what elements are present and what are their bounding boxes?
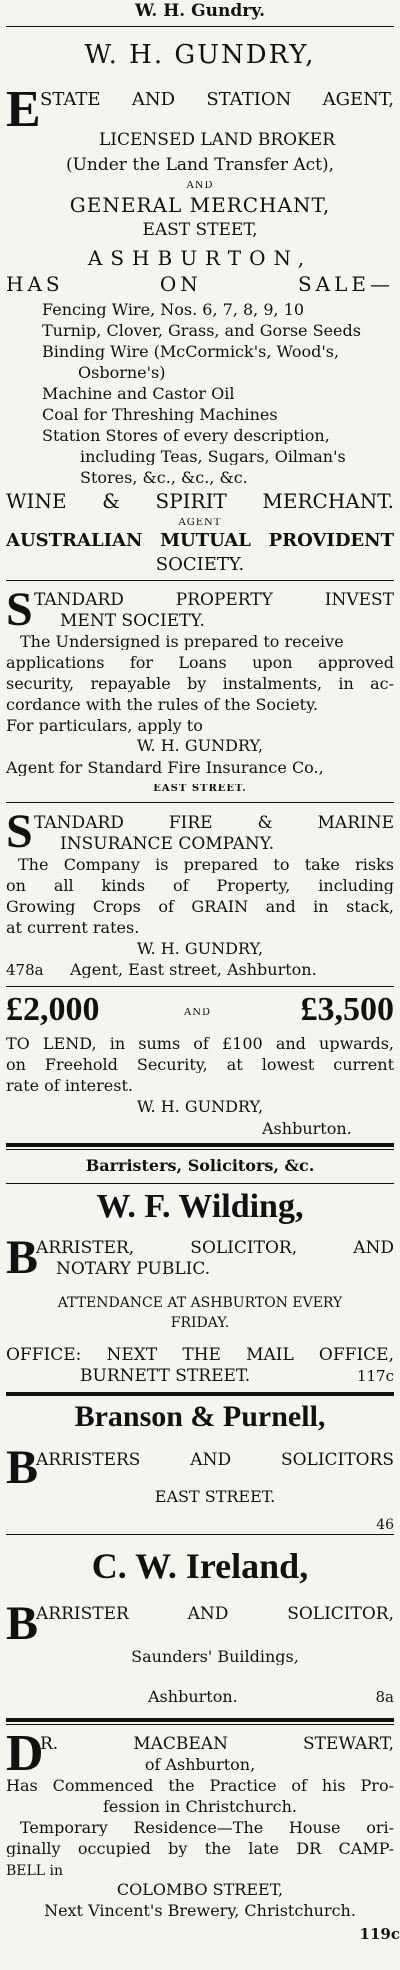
- fire-body: on all kinds of Property, including: [6, 878, 394, 894]
- fire-signer: W. H. GUNDRY,: [136, 941, 264, 957]
- stewart-next: Next Vincent's Brewery, Christchurch.: [44, 1903, 356, 1919]
- wilding-ref: 117c: [356, 1369, 394, 1384]
- double-rule: [6, 1143, 394, 1150]
- stewart-street: COLOMBO STREET,: [116, 1882, 284, 1898]
- wilding-attend2: FRIDAY.: [170, 1316, 230, 1330]
- fire-body: at current rates.: [6, 920, 140, 936]
- rule: [6, 1392, 394, 1396]
- gundry-name: W. H. GUNDRY,: [84, 42, 316, 68]
- branson-name: Branson & Purnell,: [74, 1402, 326, 1432]
- property-body: The Undersigned is prepared to receive: [20, 634, 344, 650]
- wilding-office1: OFFICE: NEXT THE MAIL OFFICE,: [6, 1347, 394, 1364]
- property-agent: Agent for Standard Fire Insurance Co.,: [6, 760, 324, 776]
- gundry-society1: AUSTRALIAN MUTUAL PROVIDENT: [6, 532, 394, 550]
- rule: [6, 802, 394, 803]
- wilding-office2: BURNETT STREET.: [80, 1368, 251, 1385]
- stewart-drop-cap: D: [6, 1725, 44, 1782]
- ireland-line1: ARRISTER AND SOLICITOR,: [36, 1606, 394, 1623]
- rule: [6, 580, 394, 581]
- wilding-drop-cap: B: [6, 1231, 39, 1284]
- property-address: EAST STREET.: [153, 784, 247, 794]
- loan-amount1: £2,000: [6, 993, 100, 1027]
- gundry-agent: AGENT: [178, 518, 222, 528]
- loan-body: on Freehold Security, at lowest current: [6, 1057, 394, 1073]
- gundry-item: Stores, &c., &c., &c.: [80, 470, 248, 486]
- loan-signer: W. H. GUNDRY,: [136, 1099, 264, 1115]
- ireland-name: C. W. Ireland,: [91, 1548, 309, 1584]
- gundry-item: Turnip, Clover, Grass, and Gorse Seeds: [42, 323, 361, 339]
- gundry-has-on-sale: HAS ON SALE—: [6, 274, 394, 294]
- gundry-item: Fencing Wire, Nos. 6, 7, 8, 9, 10: [42, 302, 305, 318]
- gundry-line4: GENERAL MERCHANT,: [69, 195, 331, 215]
- property-body: cordance with the rules of the Society.: [6, 697, 319, 713]
- gundry-society2: SOCIETY.: [155, 556, 245, 574]
- gundry-line1: STATE AND STATION AGENT,: [40, 91, 394, 109]
- wilding-name: W. F. Wilding,: [96, 1190, 304, 1224]
- stewart-body: ginally occupied by the late DR CAMP-: [6, 1841, 394, 1857]
- wilding-line1: ARRISTER, SOLICITOR, AND: [36, 1240, 394, 1257]
- property-signer: W. H. GUNDRY,: [136, 738, 264, 754]
- branson-drop-cap: B: [6, 1441, 39, 1494]
- gundry-item: Binding Wire (McCormick's, Wood's,: [42, 344, 340, 360]
- double-rule: [6, 1718, 394, 1725]
- gundry-line3: (Under the Land Transfer Act),: [65, 157, 335, 174]
- gundry-town: ASHBURTON,: [87, 248, 313, 268]
- rule: [6, 1183, 394, 1184]
- ireland-place: Ashburton.: [148, 1689, 238, 1705]
- fire-agent: Agent, East street, Ashburton.: [70, 962, 317, 978]
- page-header: W. H. Gundry.: [134, 3, 266, 20]
- loan-and: AND: [184, 1008, 211, 1018]
- ireland-building: Saunders' Buildings,: [131, 1649, 299, 1665]
- gundry-wine: WINE & SPIRIT MERCHANT.: [6, 491, 394, 511]
- fire-ref: 478a: [6, 963, 44, 978]
- gundry-item: Machine and Castor Oil: [42, 386, 235, 402]
- stewart-body: Has Commenced the Practice of his Pro-: [6, 1778, 394, 1794]
- property-title1: TANDARD PROPERTY INVEST: [34, 592, 394, 609]
- gundry-item: Station Stores of every description,: [42, 428, 330, 444]
- gundry-line5: EAST STEET,: [142, 222, 258, 239]
- stewart-ref: 119c: [359, 1927, 400, 1942]
- stewart-body: BELL in: [6, 1864, 64, 1878]
- section-header: Barristers, Solicitors, &c.: [85, 1158, 315, 1174]
- rule: [6, 986, 394, 987]
- stewart-title: R. MACBEAN STEWART,: [40, 1736, 394, 1753]
- ireland-ref: 8a: [375, 1690, 394, 1705]
- branson-address: EAST STREET.: [154, 1489, 276, 1505]
- header-rule: [6, 26, 394, 27]
- wilding-attend1: ATTENDANCE AT ASHBURTON EVERY: [57, 1296, 343, 1310]
- stewart-body: fession in Christchurch.: [103, 1799, 297, 1815]
- fire-body: Growing Crops of GRAIN and in stack,: [6, 899, 394, 915]
- gundry-and: AND: [186, 181, 214, 191]
- stewart-body: Temporary Residence—The House ori-: [20, 1820, 394, 1836]
- loan-body: TO LEND, in sums of £100 and upwards,: [6, 1036, 394, 1052]
- loan-place: Ashburton.: [262, 1121, 352, 1137]
- branson-ref: 46: [376, 1518, 394, 1532]
- ireland-drop-cap: B: [6, 1597, 39, 1650]
- gundry-item: Osborne's): [78, 365, 166, 381]
- property-body: For particulars, apply to: [6, 718, 203, 734]
- fire-drop-cap: S: [6, 805, 33, 858]
- fire-body: The Company is prepared to take risks: [18, 857, 394, 873]
- fire-title1: TANDARD FIRE & MARINE: [34, 815, 394, 832]
- stewart-of: of Ashburton,: [144, 1757, 256, 1773]
- property-drop-cap: S: [6, 583, 33, 636]
- branson-line1: ARRISTERS AND SOLICITORS: [36, 1452, 394, 1469]
- gundry-line2: LICENSED LAND BROKER: [99, 132, 335, 149]
- rule: [6, 1534, 394, 1535]
- property-body: security, repayable by instalments, in ac-: [6, 676, 394, 692]
- wilding-line2: NOTARY PUBLIC.: [56, 1261, 211, 1278]
- loan-amount2: £3,500: [300, 993, 394, 1027]
- loan-body: rate of interest.: [6, 1078, 133, 1094]
- gundry-drop-cap: E: [6, 81, 41, 138]
- gundry-item: Coal for Threshing Machines: [42, 407, 278, 423]
- property-body: applications for Loans upon approved: [6, 655, 394, 671]
- property-title2: MENT SOCIETY.: [60, 613, 205, 630]
- fire-title2: INSURANCE COMPANY.: [60, 836, 275, 853]
- gundry-item: including Teas, Sugars, Oilman's: [80, 449, 346, 465]
